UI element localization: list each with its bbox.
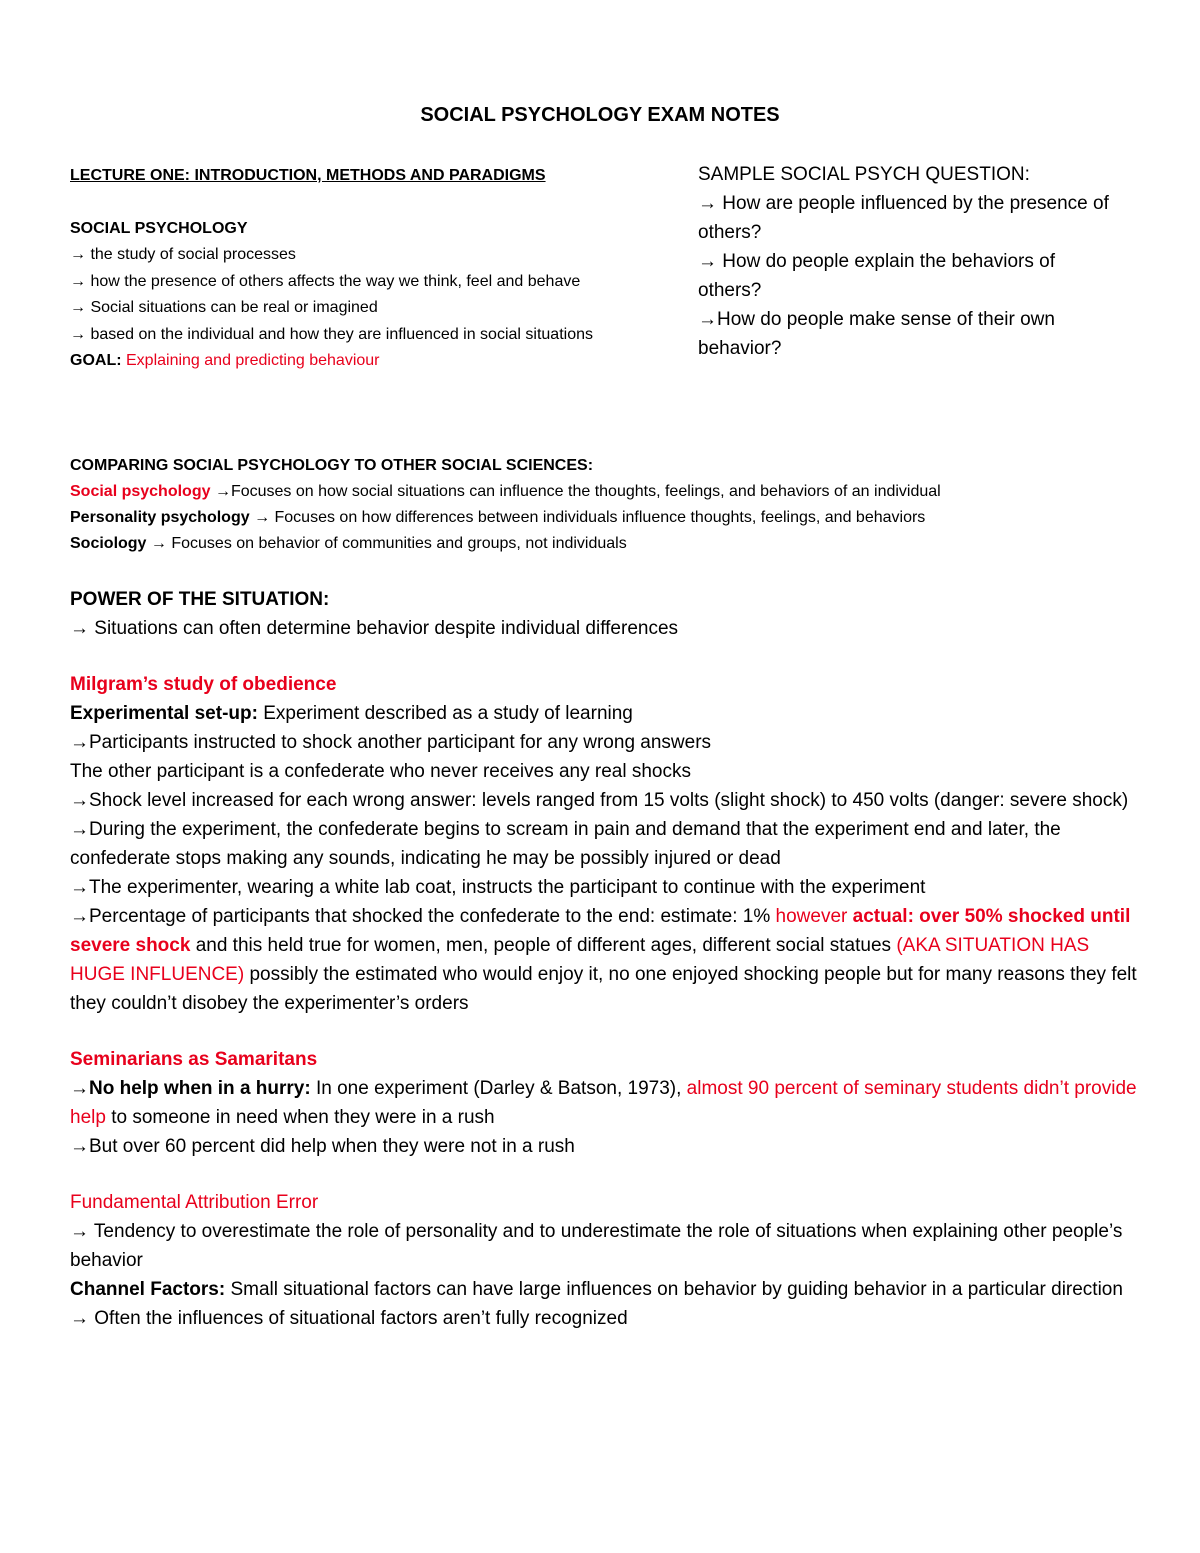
arrow-icon: →: [150, 535, 167, 552]
milgram-line: →During the experiment, the confederate begins to scream in pain and demand that the experiment end and later, the confederate stops making any sounds, indicating he may be possibly injured or dead: [70, 819, 1061, 869]
milgram-line: →The experimenter, wearing a white lab coat, instructs the participant to continue with the experiment: [70, 877, 926, 898]
comparison-item: Sociology → Focuses on behavior of communities and groups, not individuals: [70, 535, 627, 552]
milgram-result: →Percentage of participants that shocked the confederate to the end: estimate: 1% however actual: over 50% shocked until severe shock and this held true for women, men, people of different ages, different social statues (AKA SITUATION HAS HUGE INFLUENCE) possibly the estimated who would enjoy it, no one enjoyed shocking people but for many reasons they felt they couldn’t disobey the experimenter’s orders: [70, 906, 1137, 1014]
arrow-icon: →: [70, 299, 86, 316]
question-item: →How do people make sense of their own behavior?: [698, 309, 1055, 359]
definition-item: → based on the individual and how they are influenced in social situations: [70, 325, 593, 343]
arrow-icon: →: [698, 309, 717, 330]
milgram-setup: Experimental set-up: Experiment described as a study of learning: [70, 703, 633, 724]
social-psychology-heading: SOCIAL PSYCHOLOGY: [70, 219, 248, 237]
milgram-heading: Milgram’s study of obedience: [70, 674, 337, 695]
milgram-line: →Participants instructed to shock another participant for any wrong answers: [70, 732, 712, 753]
arrow-icon: →: [70, 732, 89, 753]
fae-heading: Fundamental Attribution Error: [70, 1192, 319, 1213]
arrow-icon: →: [70, 906, 89, 927]
question-item: → How do people explain the behaviors of others?: [698, 251, 1056, 301]
arrow-icon: →: [70, 790, 89, 811]
arrow-icon: →: [70, 1078, 89, 1099]
arrow-icon: →: [214, 483, 231, 500]
social-psychology-label: Social psychology: [70, 483, 211, 500]
goal-text: Explaining and predicting behaviour: [121, 352, 380, 369]
comparison-item: Personality psychology → Focuses on how differences between individuals influence thoughts, feelings, and behaviors: [70, 509, 926, 526]
arrow-icon: →: [70, 272, 86, 290]
comparing-heading: COMPARING SOCIAL PSYCHOLOGY TO OTHER SOCIAL SCIENCES:: [70, 457, 594, 474]
definition-item: → Social situations can be real or imagined: [70, 299, 378, 316]
fae-line: → Often the influences of situational factors aren’t fully recognized: [70, 1308, 628, 1329]
comparison-item: Social psychology →Focuses on how social situations can influence the thoughts, feelings, and behaviors of an individual: [70, 483, 941, 500]
arrow-icon: →: [70, 618, 89, 639]
arrow-icon: →: [70, 1136, 89, 1157]
sample-questions-heading: SAMPLE SOCIAL PSYCH QUESTION:: [698, 164, 1030, 185]
sample-questions: [698, 160, 1118, 363]
definition-item: → how the presence of others affects the way we think, feel and behave: [70, 272, 581, 290]
arrow-icon: →: [70, 1221, 89, 1242]
arrow-icon: →: [70, 1308, 89, 1329]
arrow-icon: →: [70, 877, 89, 898]
definition-item: → the study of social processes: [70, 246, 296, 263]
seminarians-line: →But over 60 percent did help when they were not in a rush: [70, 1136, 575, 1157]
seminarians-line: →No help when in a hurry: In one experiment (Darley & Batson, 1973), almost 90 percent of seminary students didn’t provide help to someone in need when they were in a rush: [70, 1078, 1137, 1128]
milgram-line: →Shock level increased for each wrong answer: levels ranged from 15 volts (slight shock) to 450 volts (danger: severe shock): [70, 790, 1129, 811]
channel-factors: Channel Factors: Small situational factors can have large influences on behavior by guiding behavior in a particular direction: [70, 1279, 1123, 1300]
arrow-icon: →: [70, 246, 86, 263]
arrow-icon: →: [254, 509, 271, 526]
arrow-icon: →: [698, 193, 717, 214]
main-notes: [70, 585, 1140, 1333]
question-item: → How are people influenced by the presence of others?: [698, 193, 1109, 243]
goal-line: [70, 348, 650, 375]
document-title: SOCIAL PSYCHOLOGY EXAM NOTES: [420, 104, 780, 126]
arrow-icon: →: [70, 325, 86, 343]
fae-line: → Tendency to overestimate the role of personality and to underestimate the role of situations when explaining other people’s behavior: [70, 1221, 1123, 1271]
milgram-line: The other participant is a confederate who never receives any real shocks: [70, 761, 691, 782]
lecture-heading: LECTURE ONE: INTRODUCTION, METHODS AND PARADIGMS: [70, 167, 546, 184]
arrow-icon: →: [70, 819, 89, 840]
personality-psychology-label: Personality psychology: [70, 509, 250, 526]
arrow-icon: →: [698, 251, 717, 272]
lecture-section: [70, 163, 650, 375]
seminarians-heading: Seminarians as Samaritans: [70, 1049, 318, 1070]
comparing-section: [70, 453, 1140, 557]
goal-label: GOAL:: [70, 352, 122, 369]
power-text: → Situations can often determine behavior despite individual differences: [70, 618, 679, 639]
sociology-label: Sociology: [70, 535, 147, 552]
power-heading: POWER OF THE SITUATION:: [70, 589, 330, 610]
